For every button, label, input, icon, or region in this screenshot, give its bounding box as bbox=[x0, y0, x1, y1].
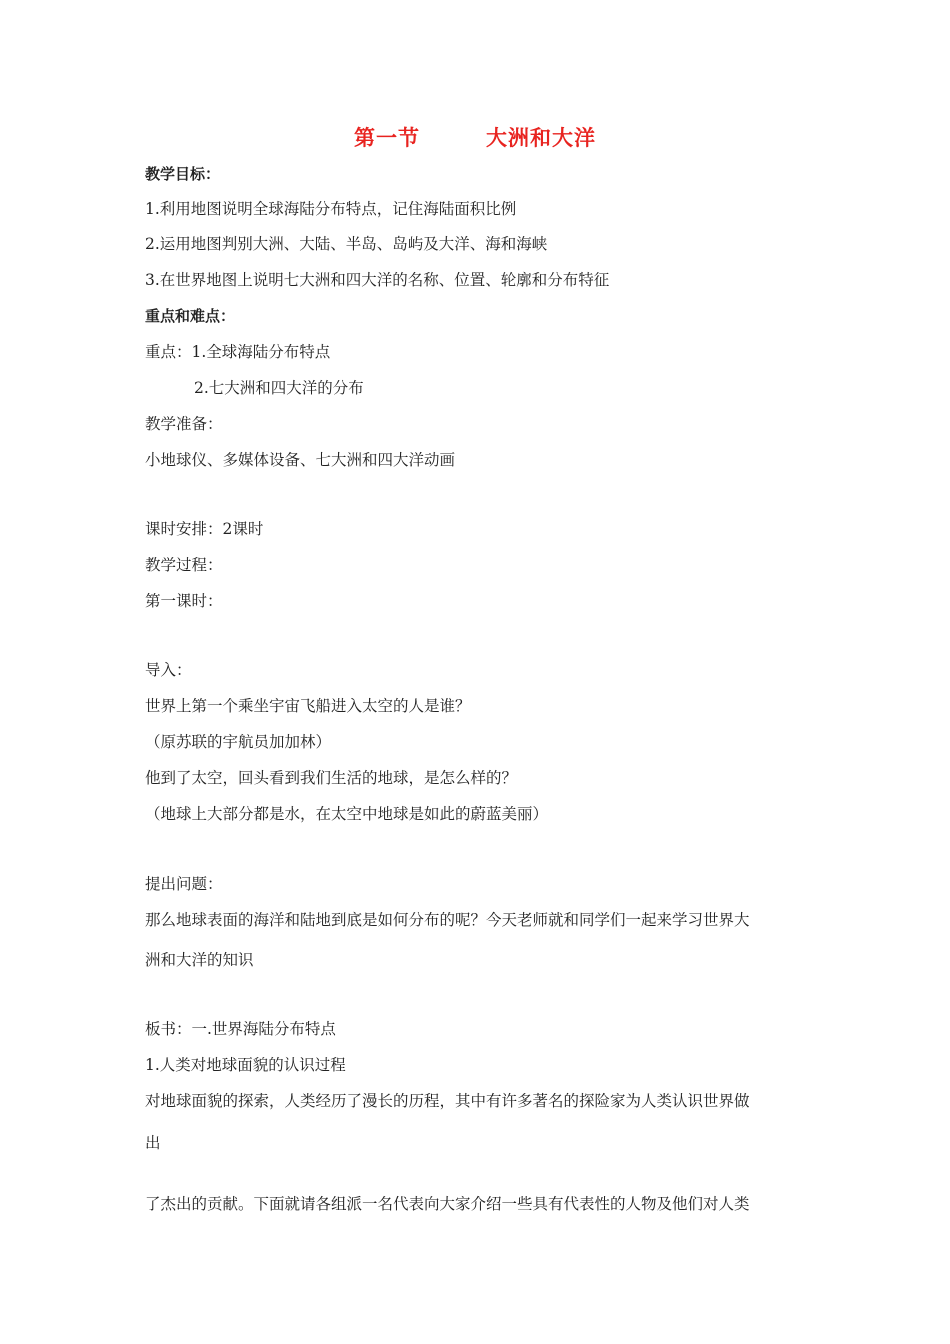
intro-question-2: 他到了太空，回头看到我们生活的地球，是怎么样的？ bbox=[145, 769, 518, 787]
preparation-text: 小地球仪、多媒体设备、七大洲和四大洋动画 bbox=[145, 451, 456, 469]
heading-process: 教学过程： bbox=[145, 556, 223, 574]
body-text-line-1: 对地球面貌的探索，人类经历了漫长的历程，其中有许多著名的探险家为人类认识世界做 bbox=[145, 1092, 750, 1110]
intro-question-1: 世界上第一个乘坐宇宙飞船进入太空的人是谁？ bbox=[145, 697, 471, 715]
schedule-text: 课时安排：2课时 bbox=[145, 520, 264, 538]
heading-preparation: 教学准备： bbox=[145, 415, 223, 433]
first-lesson-label: 第一课时： bbox=[145, 592, 223, 610]
question-text-line-2: 洲和大洋的知识 bbox=[145, 951, 254, 969]
key-point-1: 重点：1.全球海陆分布特点 bbox=[145, 343, 331, 361]
board-heading: 板书：一.世界海陆分布特点 bbox=[145, 1020, 336, 1038]
goal-item-3: 3.在世界地图上说明七大洲和四大洋的名称、位置、轮廓和分布特征 bbox=[145, 271, 610, 289]
intro-answer-1: （原苏联的宇航员加加林） bbox=[145, 733, 332, 751]
intro-answer-2: （地球上大部分都是水，在太空中地球是如此的蔚蓝美丽） bbox=[145, 805, 549, 823]
heading-intro: 导入： bbox=[145, 661, 192, 679]
goal-item-1: 1.利用地图说明全球海陆分布特点，记住海陆面积比例 bbox=[145, 200, 517, 218]
heading-key-points: 重点和难点： bbox=[145, 307, 236, 325]
heading-question: 提出问题： bbox=[145, 875, 223, 893]
question-text-line-1: 那么地球表面的海洋和陆地到底是如何分布的呢？今天老师就和同学们一起来学习世界大 bbox=[145, 911, 750, 929]
document-title: 第一节 大洲和大洋 bbox=[354, 126, 596, 150]
key-point-2: 2.七大洲和四大洋的分布 bbox=[194, 379, 364, 397]
body-text-line-3: 了杰出的贡献。下面就请各组派一名代表向大家介绍一些具有代表性的人物及他们对人类 bbox=[145, 1195, 750, 1213]
body-text-line-2: 出 bbox=[145, 1134, 161, 1152]
board-subheading: 1.人类对地球面貌的认识过程 bbox=[145, 1056, 346, 1074]
goal-item-2: 2.运用地图判别大洲、大陆、半岛、岛屿及大洋、海和海峡 bbox=[145, 235, 548, 253]
heading-teaching-goals: 教学目标： bbox=[145, 165, 221, 183]
